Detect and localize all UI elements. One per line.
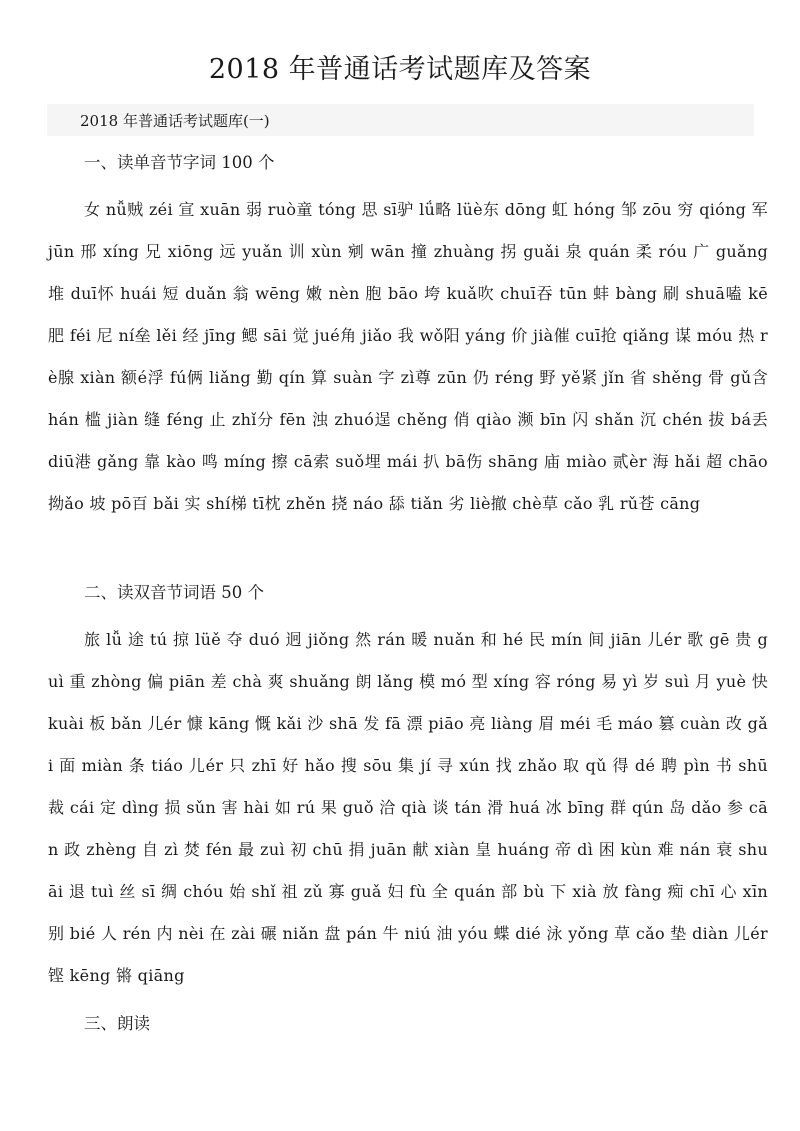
section-heading-double-syllable: 二、读双音节词语 50 个 — [84, 583, 264, 602]
document-title: 2018 年普通话考试题库及答案 — [208, 54, 592, 85]
double-syllable-word-list: 旅 lǚ 途 tú 掠 lüě 夺 duó 迥 jiǒng 然 rán 暖 nuǎn 和 hé 民 mín 间 jiān 儿ér 歌 gē 贵 guì 重 zhòng 偏 piān 差 chà 爽 shuǎng 朗 lǎng 模 mó 型 xíng 容 róng 易 yì 岁 suì 月 yuè 快 kuài 板 bǎn 儿ér 慷 kāng 慨 kǎi 沙 shā 发 fā 漂 piāo 亮 liàng 眉 méi 毛 máo 篡 cuàn 改 gǎi 面 miàn 条 tiáo 儿ér 只 zhī 好 hǎo 搜 sōu 集 jí 寻 xún 找 zhǎo 取 qǔ 得 dé 聘 pìn 书 shū 裁 cái 定 dìng 损 sǔn 害 hài 如 rú 果 guǒ 洽 qià 谈 tán 滑 huá 冰 bīng 群 qún 岛 dǎo 参 cān 政 zhèng 自 zì 焚 fén 最 zuì 初 chū 捐 juān 献 xiàn 皇 huáng 帝 dì 困 kùn 难 nán 衰 shuāi 退 tuì 丝 sī 绸 chóu 始 shǐ 祖 zǔ 寡 guǎ 妇 fù 全 quán 部 bù 下 xià 放 fàng 痴 chī 心 xīn 别 bié 人 rén 内 nèi 在 zài 碾 niǎn 盘 pán 牛 niú 油 yóu 蝶 dié 泳 yǒng 草 cǎo 垫 diàn 儿ér 铿 kēng 锵 qiāng — [48, 630, 768, 985]
document-subtitle: 2018 年普通话考试题库(一) — [80, 112, 270, 130]
single-syllable-word-list: 女 nǚ贼 zéi 宣 xuān 弱 ruò童 tóng 思 sī驴 lǘ略 lüè东 dōng 虹 hóng 邹 zōu 穷 qióng 军 jūn 邢 xíng 兄 xiōng 远 yuǎn 训 xùn 剜 wān 撞 zhuàng 拐 guǎi 泉 quán 柔 róu 广 guǎng 堆 duī怀 huái 短 duǎn 翁 wēng 嫩 nèn 胞 bāo 垮 kuǎ吹 chuī吞 tūn 蚌 bàng 刷 shuā嗑 kē 肥 féi 尼 ní垒 lěi 经 jīng 鳃 sāi 觉 jué角 jiǎo 我 wǒ阳 yáng 价 jià催 cuī抢 qiǎng 谋 móu 热 rè腺 xiàn 额é浮 fú俩 liǎng 勤 qín 算 suàn 字 zì尊 zūn 仍 réng 野 yě紧 jǐn 省 shěng 骨 gǔ含 hán 槛 jiàn 缝 féng 止 zhǐ分 fēn 浊 zhuó逞 chěng 俏 qiào 濒 bīn 闪 shǎn 沉 chén 拔 bá丢 diū港 gǎng 靠 kào 鸣 míng 擦 cā索 suǒ埋 mái 扒 bā伤 shāng 庙 miào 贰èr 海 hǎi 超 chāo 拗ǎo 坡 pō百 bǎi 实 shí梯 tī枕 zhěn 挠 náo 舔 tiǎn 劣 liè撤 chè草 cǎo 乳 rǔ苍 cāng — [48, 200, 768, 513]
section-heading-single-syllable: 一、读单音节字词 100 个 — [84, 153, 275, 172]
section-heading-reading: 三、朗读 — [84, 1014, 150, 1033]
